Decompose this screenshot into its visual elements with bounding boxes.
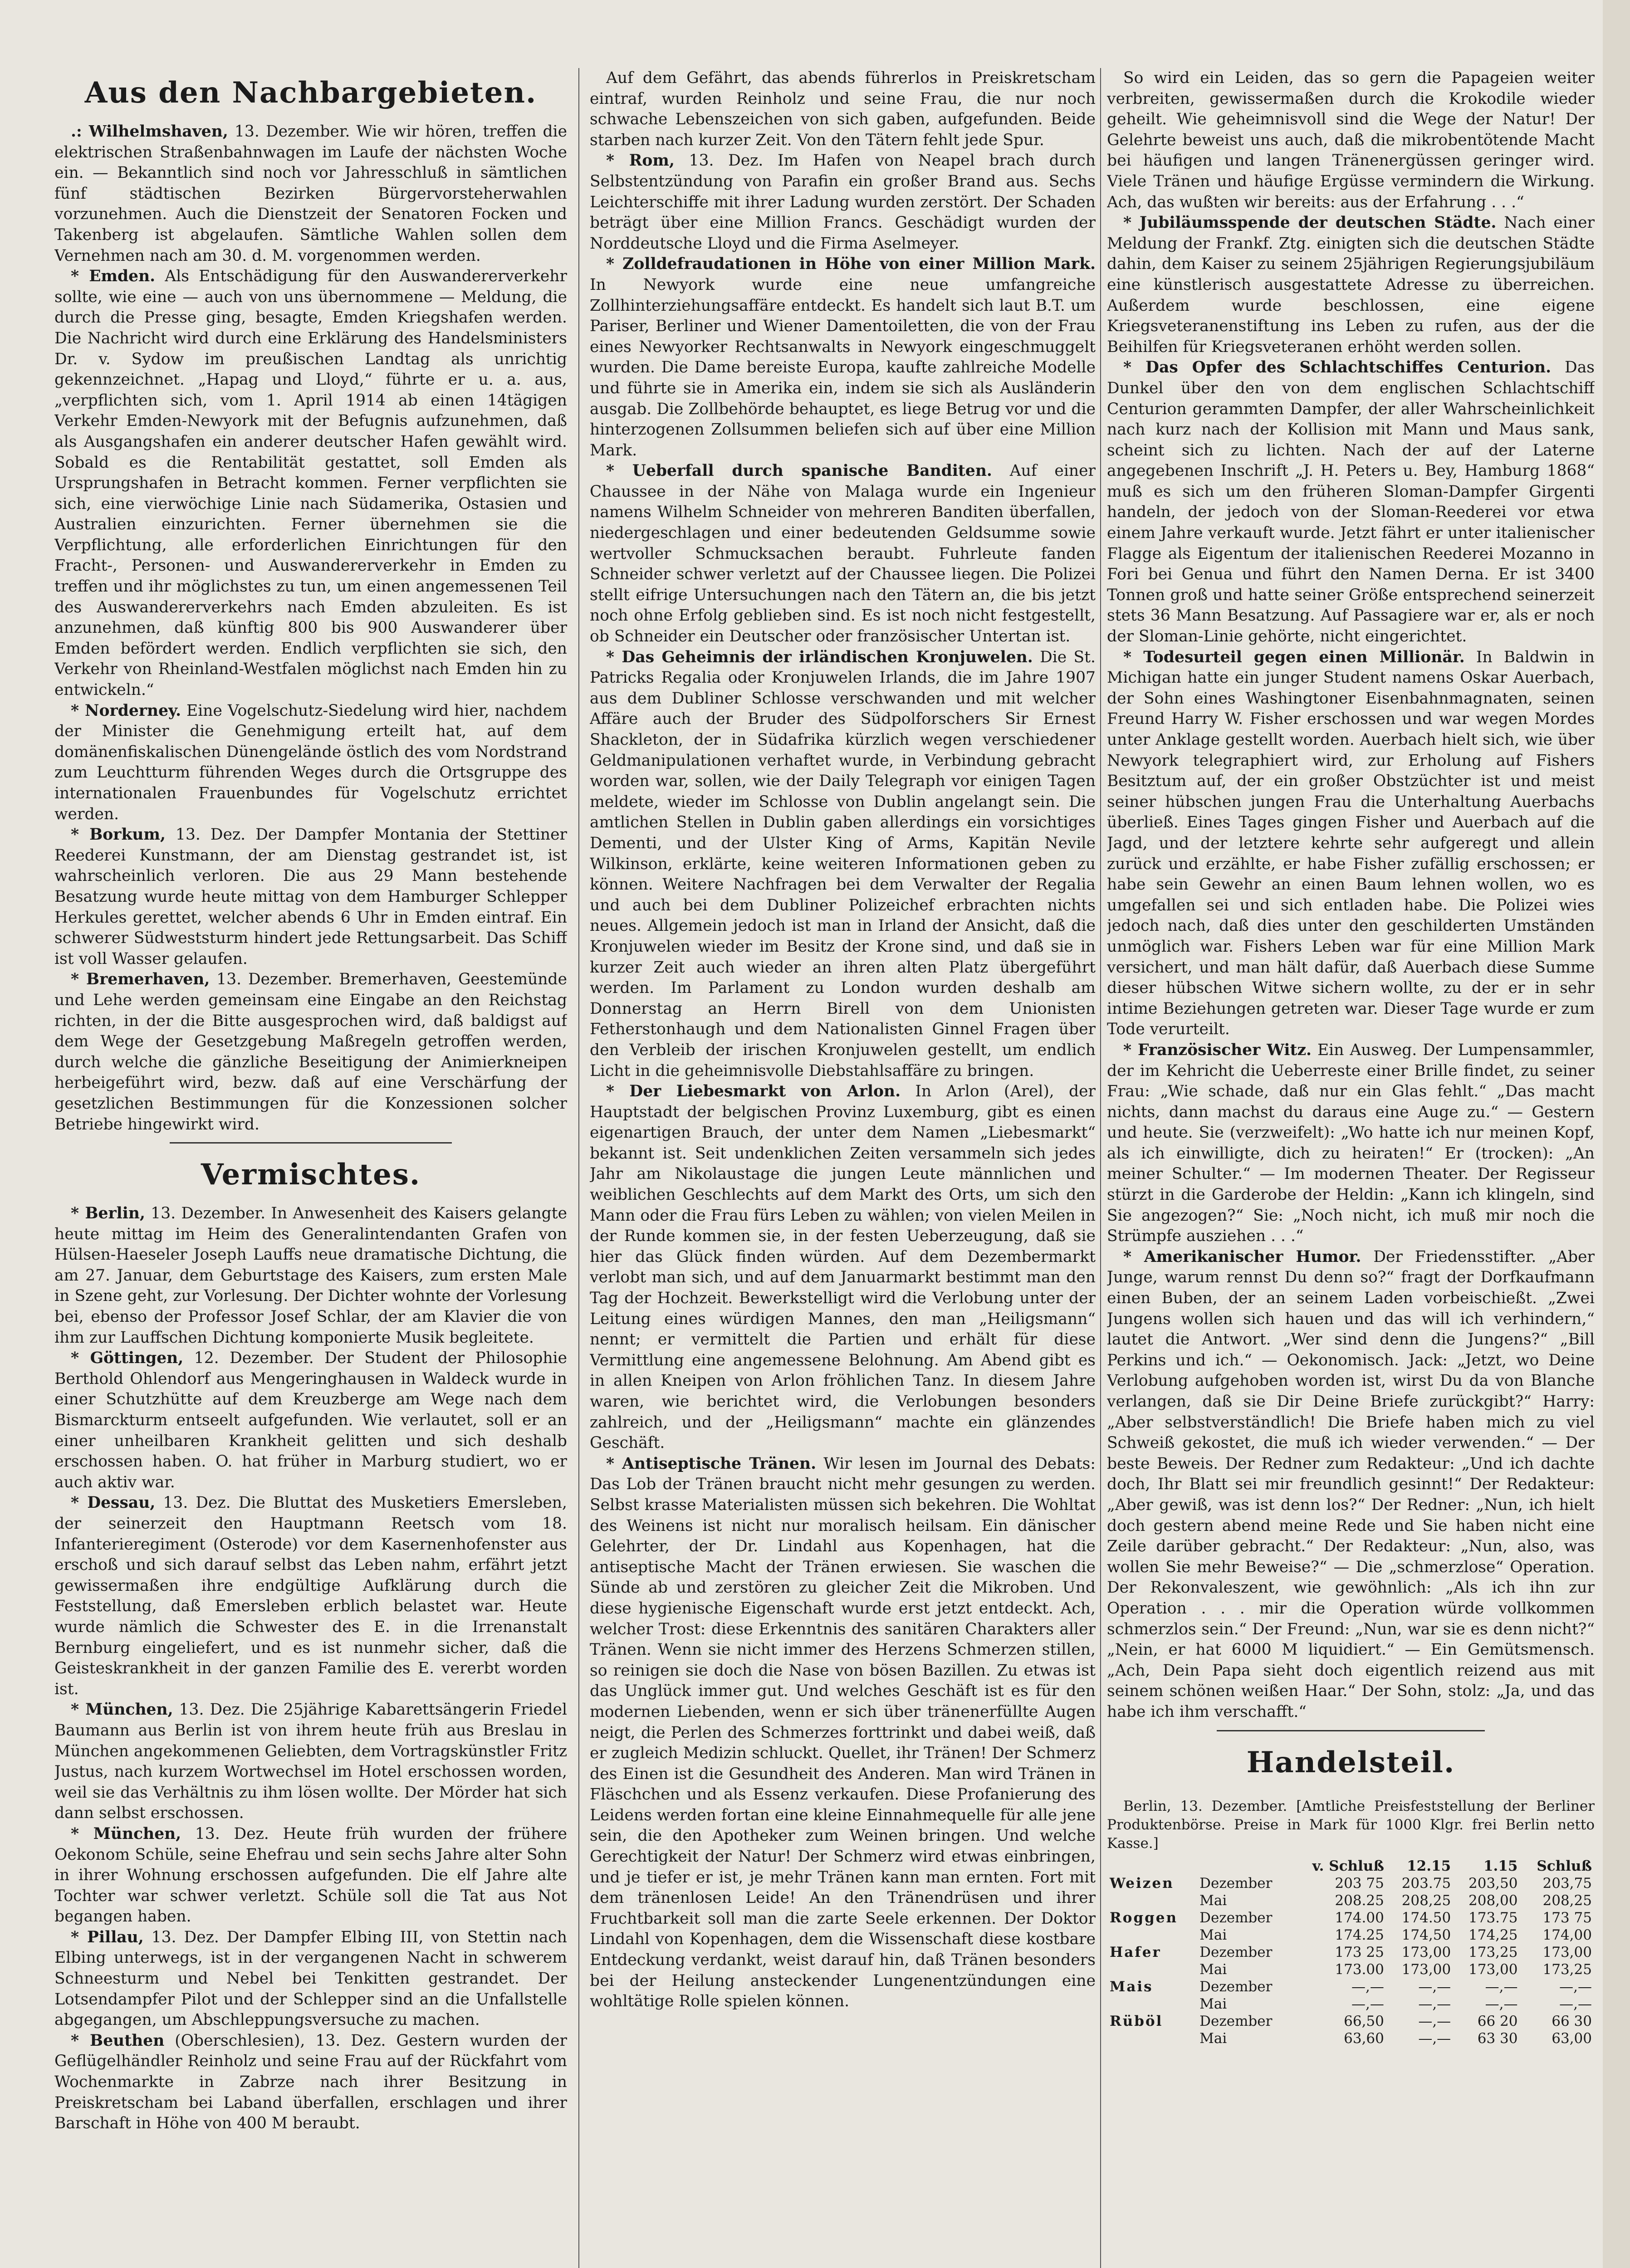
article-lead: * Dessau, <box>71 1494 156 1512</box>
article-text: 13. Dez. Die Bluttat des Musketiers Emersleben, der seinerzeit den Hauptmann Reetsch vom 18. Infanterieregiment (Osterode) vor dem Kasernenhofenster aus erschoß und sich darauf selbst das Leben nahm, erfährt jetzt gewissermaßen ihre endgültige Aufklärung durch die Feststellung, daß Emersleben erblich belastet war. Heute wurde nämlich die Schwester des E. in die Irrenanstalt Bernburg eingeliefert, und es ist nunmehr sicher, daß die Geisteskrankheit in der ganzen Familie des E. vererbt worden ist. <box>54 1494 567 1698</box>
section-heading-nachbargebiete: Aus den Nachbargebieten. <box>84 76 537 110</box>
article-text: Der Friedensstifter. „Aber Junge, warum rennst Du denn so?“ fragt der Dorfkaufmann einen Buben, der an seinem Laden vorbeischießt. „Zwei Jungens wollen sich hauen und das will ich verhindern,“ lautet die Antwort. „Wer sind denn die Jungens?“ „Bill Perkins und ich.“ — Oekonomisch. Jack: „Jetzt, wo Deine Verlobung aufgehoben worden ist, wirst Du da von Blanche verlangen, daß sie Dir Deine Briefe zurückgibt?“ Harry: „Aber selbstverständlich! Die Briefe haben mich zu viel Schweiß gekostet, die muß ich wieder verwenden.“ — Der beste Beweis. Der Redner zum Redakteur: „Und ich dachte doch, Ihr Blatt sei mir freundlich gesinnt!“ Der Redakteur: „Aber gewiß, was ist denn los?“ Der Redner: „Nun, ich hielt doch gestern abend meine Rede und Sie haben nicht eine Zeile darüber gebracht.“ Der Redakteur: „Nun, also, was wollen Sie mehr Beweise?“ — Die „schmerzlose“ Operation. Der Rekonvaleszent, wie gewöhnlich: „Als ich ihn zur Operation . . . mir die Operation würde vollkommen schmerzlos sein.“ Der Freund: „Nun, war sie es denn nicht?“ „Nein, er hat 6000 M liquidiert.“ — Ein Gemütsmensch. „Ach, Dein Papa sieht doch eigentlich reizend aus mit seinem schönen weißen Haar.“ Der Sohn, stolz: „Ja, und das habe ich ihm verschafft.“ <box>1107 1247 1595 1721</box>
article-text: Nach einer Meldung der Frankf. Ztg. einigten sich die deutschen Städte dahin, dem Kaiser zu seinem 25jährigen Regierungsjubiläum eine künstlerisch ausgestattete Adresse zu überreichen. Außerdem wurde beschlossen, eine eigene Kriegsveteranenstiftung ins Leben zu rufen, aus der die Beihilfen für Kriegsveteranen erhöht werden sollen. <box>1107 214 1595 356</box>
article-lead: * Beuthen <box>71 2031 165 2050</box>
article-text: 13. Dez. Die 25jährige Kabarettsängerin Friedel Baumann aus Berlin ist von ihrem heute früh aus Breslau in München angekommenen Geliebten, dem Vortragskünstler Fritz Justus, nach kurzem Wortwechsel im Hotel erschossen worden, weil sie das Verhältnis zu ihm lösen wollte. Der Mörder hat sich dann selbst erschossen. <box>54 1701 567 1823</box>
article-lead: * Pillau, <box>71 1928 144 1946</box>
price-cell: 174,25 <box>1468 1926 1518 1943</box>
article-lead: * Berlin, <box>71 1204 145 1223</box>
article-text: So wird ein Leiden, das so gern die Papageien weiter verbreiten, gewissermaßen durch die Krokodile wieder geheilt. Wie geheimnisvoll sind die Wege der Natur! Der Gelehrte beweist uns auch, daß die mikrobentötende Macht bei häufigen und langen Tränenergüssen geringer wird. Viele Tränen und häufige Ergüsse vermindern die Wirkung. Ach, das wußten wir bereits: aus der Erfahrung . . .“ <box>1107 69 1595 211</box>
price-cell: 173,25 <box>1468 1944 1518 1960</box>
price-column-header: v. Schluß <box>1312 1857 1384 1874</box>
price-cell: 66 20 <box>1477 2013 1518 2029</box>
article-lead: * Rom, <box>606 152 675 170</box>
article-text: Eine Vogelschutz-Siedelung wird hier, nachdem der Minister die Genehmigung erteilt hat, auf dem domänenfiskalischen Dünengelände östlich des vom Nordstrand zum Leuchtturm führenden Weges durch die Ortsgruppe des internationalen Frauenbundes für Vogelschutz errichtet werden. <box>54 701 567 823</box>
article-lead: * Jubiläumsspende der deutschen Städte. <box>1123 214 1497 232</box>
article-paragraph <box>54 1203 567 1348</box>
price-cell: —,— <box>1351 1995 1384 2012</box>
article-list <box>54 1203 567 2134</box>
article-paragraph <box>54 825 567 969</box>
price-cell: —,— <box>1559 1978 1592 1995</box>
market-report <box>1107 1797 1595 2047</box>
delivery-month: Mai <box>1199 1892 1227 1909</box>
article-lead: * Todesurteil gegen einen Millionär. <box>1123 648 1465 666</box>
price-cell: 173 25 <box>1335 1944 1384 1960</box>
article-paragraph <box>54 1927 567 2031</box>
article-lead: * Borkum, <box>71 826 166 844</box>
article-paragraph <box>590 151 1096 254</box>
price-cell: 208,25 <box>1542 1892 1592 1909</box>
article-text: Ein Ausweg. Der Lumpensammler, der im Kehricht die Ueberreste einer Brille findet, zu seiner Frau: „Wie schade, daß nur ein Glas fehlt.“ „Das macht nichts, dann machst du daraus eine Auge zu.“ — Gestern und heute. Sie (verzweifelt): „Wo hatte ich nur meinen Kopf, als ich einwilligte, dich zu heiraten!“ Er (trocken): „An meiner Schulter.“ — Im modernen Theater. Der Regisseur stürzt in die Garderobe der Heldin: „Kann ich klingeln, sind Sie angezogen?“ Sie: „Noch nicht, ich muß mir noch die Strümpfe ausziehen . . .“ <box>1107 1041 1595 1246</box>
section-heading-handelsteil: Handelsteil. <box>1246 1745 1455 1779</box>
article-paragraph <box>54 266 567 700</box>
price-row <box>1107 1995 1595 2013</box>
price-cell: —,— <box>1418 1995 1451 2012</box>
article-paragraph <box>590 1081 1096 1454</box>
article-paragraph <box>1107 647 1595 1040</box>
article-text: Wir lesen im Journal des Debats: Das Lob der Tränen braucht nicht mehr gesungen zu werden. Selbst krasse Materialisten müssen sich bekehren. Die Wohltat des Weinens ist nicht nur moralisch heilsam. Ein dänischer Gelehrter, der Dr. Lindahl aus Kopenhagen, hat die antiseptische Macht der Tränen erwiesen. Sie waschen die Sünde ab und zerstören zu gleicher Zeit die Mikroben. Und diese hygienische Eigenschaft wurde erst jetzt entdeckt. Ach, welcher Trost: diese Erkenntnis des sanitären Charakters aller Tränen. Wenn sie nicht immer des Herzens Schmerzen stillen, so reinigen sie doch die Nase von bösen Bazillen. Zu etwas ist das Unglück immer gut. Und welches Geschäft ist es für den modernen Liebenden, wenn er sich über tränenerfüllte Augen neigt, die Perlen des Schmerzes forttrinkt und dabei weiß, daß er zugleich Medizin schluckt. Quellet, ihr Tränen! Der Schmerz des Einen ist die Gesundheit des Anderen. Man wird Tränen in Fläschchen und als Essenz verkaufen. Diese Profanierung des Leidens werden fortan eine kleine Einnahmequelle für alle jene sein, die den Apotheker zum Weinen bringen. Und welche Gerechtigkeit der Natur! Der Schmerz wird etwas einbringen, und je tiefer er ist, je mehr Tränen kann man ernten. Fort mit dem tränenlosen Leide! An den Tränendrüsen und ihrer Fruchtbarkeit soll man die zarte Seele erkennen. Der Doktor Lindahl von Kopenhagen, dem die Wissenschaft diese kostbare Entdeckung verdankt, weist darauf hin, daß Tränen besonders bei der Heilung ansteckender Lungenentzündungen eine wohltätige Rolle spielen können. <box>590 1454 1096 2011</box>
price-column-header: 12.15 <box>1407 1857 1451 1874</box>
section-divider <box>170 1142 452 1144</box>
article-paragraph <box>1107 68 1595 213</box>
delivery-month: Dezember <box>1199 1875 1273 1892</box>
article-lead: * Der Liebesmarkt von Arlon. <box>606 1082 901 1101</box>
article-lead: * München, <box>71 1701 173 1719</box>
article-lead: * Ueberfall durch spanische Banditen. <box>606 462 992 480</box>
article-text: Auf dem Gefährt, das abends führerlos in Preiskretscham eintraf, wurden Reinholz und seine Frau, die nur noch schwache Lebenszeichen von sich gaben, aufgefunden. Beide starben nach kurzer Zeit. Von den Tätern fehlt jede Spur. <box>590 69 1096 149</box>
article-paragraph <box>54 1493 567 1700</box>
article-lead: * Antiseptische Tränen. <box>606 1454 817 1473</box>
article-lead: * München, <box>71 1824 181 1843</box>
article-text: Die St. Patricks Regalia oder Kronjuwelen Irlands, die im Jahre 1907 aus dem Dubliner Schlosse verschwanden und mit welcher Affäre auch der Bruder des Südpolforschers Sir Ernest Shackleton, der in Südafrika kürzlich wegen verschiedener Geldmanipulationen verhaftet wurde, in Verbindung gebracht worden war, sollen, wie der Daily Telegraph vor einigen Tagen meldete, wieder im Schlosse von Dublin angelangt sein. Die amtlichen Stellen in Dublin gaben allerdings ein vorsichtiges Dementi, und der Ulster King of Arms, Kapitän Nevile Wilkinson, erklärte, keine weiteren Informationen geben zu können. Weitere Nachfragen bei dem Verwalter der Regalia und auch bei dem Dubliner Polizeichef erbrachten nichts neues. Allgemein jedoch ist man in Irland der Ansicht, daß die Kronjuwelen wieder im Besitz der Krone sind, und daß sie in kurzer Zeit auch wieder an ihren alten Platz übergeführt werden. Im Parlament zu London wurden deshalb am Donnerstag an Herrn Birell von dem Unionisten Fetherstonhaugh und dem Nationalisten Ginnel Fragen über den Verbleib der irischen Kronjuwelen gestellt, um endlich Licht in die geheimnisvolle Diebstahlsaffäre zu bringen. <box>590 648 1096 1080</box>
article-text: 13. Dez. Der Dampfer Montania der Stettiner Reederei Kunstmann, der am Dienstag gestrandet ist, ist wahrscheinlich verloren. Die aus 29 Mann bestehende Besatzung wurde heute mittag von dem Hamburger Schlepper Herkules gerettet, welcher abends 6 Uhr in Emden eintraf. Ein schwerer Südweststurm hindert jede Rettungsarbeit. Das Schiff ist voll Wasser gelaufen. <box>54 826 567 968</box>
article-lead: * Französischer Witz. <box>1123 1041 1312 1059</box>
delivery-month: Mai <box>1199 1995 1227 2012</box>
price-cell: —,— <box>1351 1978 1384 1995</box>
delivery-month: Dezember <box>1199 2013 1273 2029</box>
price-cell: 173,00 <box>1401 1961 1451 1978</box>
section-heading-vermischtes: Vermischtes. <box>201 1158 421 1192</box>
commodity-name <box>1107 2030 1197 2047</box>
delivery-month: Dezember <box>1199 1978 1273 1995</box>
price-row <box>1107 1926 1595 1944</box>
price-cell: 66,50 <box>1344 2013 1384 2029</box>
article-paragraph <box>590 647 1096 1081</box>
commodity-name <box>1107 1926 1197 1944</box>
price-cell: 173.00 <box>1335 1961 1384 1978</box>
article-paragraph <box>54 701 567 825</box>
commodity-name: Mais <box>1110 1978 1153 1995</box>
column-rule <box>578 68 579 2268</box>
article-text: 13. Dezember. Bremerhaven, Geestemünde und Lehe werden gemeinsam eine Eingabe an den Reichstag richten, in der die Bitte ausgesprochen wird, daß baldigst auf dem Wege der Gesetzgebung Maßregeln getroffen werden, durch welche die gänzliche Beseitigung der Animierkneipen herbeigeführt wird, bezw. daß auf eine Verschärfung der gesetzlichen Bestimmungen für die Konzessionen solcher Betriebe hingewirkt wird. <box>54 970 567 1134</box>
column-1 <box>54 68 567 2268</box>
price-row <box>1107 1978 1595 1995</box>
price-cell: 174.00 <box>1335 1909 1384 1926</box>
price-row <box>1107 1909 1595 1926</box>
article-paragraph <box>590 1454 1096 2012</box>
price-cell: 173.75 <box>1468 1909 1518 1926</box>
price-table <box>1107 1857 1595 2047</box>
article-paragraph <box>54 1700 567 1824</box>
article-text: 13. Dez. Heute früh wurden der frühere Oekonom Schüle, seine Ehefrau und sein sechs Jahre alter Sohn in ihrer Wohnung erschossen aufgefunden. Die elf Jahre alte Tochter war schwer verletzt. Schüle soll die Tat aus Not begangen haben. <box>54 1824 567 1926</box>
delivery-month: Dezember <box>1199 1909 1273 1926</box>
article-paragraph <box>1107 1040 1595 1247</box>
article-paragraph <box>54 122 567 266</box>
article-paragraph <box>590 254 1096 461</box>
article-lead: * Norderney. <box>71 701 181 720</box>
price-row <box>1107 1961 1595 1978</box>
article-text: In Newyork wurde eine neue umfangreiche Zollhinterziehungsaffäre entdeckt. Es handelt sich laut B.T. um Pariser, Berliner und Wiener Damentoiletten, die von der Frau eines Newyorker Rechtsanwalts in Newyork eingeschmuggelt wurden. Die Dame bereiste Europa, kaufte zahlreiche Modelle und führte sie in Amerika ein, indem sie sich als Ausländerin ausgab. Die Zollbehörde behauptet, es liege Betrug vor und die hinterzogenen Zollsummen beliefen sich auf über eine Million Mark. <box>590 275 1096 459</box>
article-lead: * Bremerhaven, <box>71 970 210 989</box>
price-table-body <box>1107 1875 1595 2047</box>
section-divider <box>1217 1730 1485 1731</box>
article-lead: .: Wilhelmshaven, <box>71 122 228 141</box>
article-paragraph <box>54 2031 567 2134</box>
price-cell: 174.25 <box>1335 1926 1384 1943</box>
article-text: Das Dunkel über den von dem englischen Schlachtschiff Centurion gerammten Dampfer, der aller Wahrscheinlichkeit nach kurz nach der Kollision mit Mann und Maus sank, scheint sich zu lichten. Nach der auf der Laterne angegebenen Inschrift „J. H. Peters u. Bey, Hamburg 1868“ muß es sich um den früheren Sloman-Dampfer Girgenti handeln, der jedoch von der Sloman-Reederei vor etwa einem Jahre verkauft wurde. Jetzt fährt er unter italienischer Flagge als Eigentum der italienischen Reederei Mozanno in Fori bei Genua und führt den Namen Derna. Er ist 3400 Tonnen groß und hatte seiner Größe entsprechend seinerzeit stets 36 Mann Besatzung. Auf Passagiere war er, als er noch der Sloman-Linie gehörte, nicht eingerichtet. <box>1107 358 1595 646</box>
price-cell: —,— <box>1418 2013 1451 2029</box>
article-lead: * Amerikanischer Humor. <box>1123 1247 1361 1266</box>
price-column-header <box>1197 1857 1292 1875</box>
article-paragraph <box>590 68 1096 151</box>
article-text: 13. Dez. Im Hafen von Neapel brach durch Selbstentzündung von Parafin ein großer Brand aus. Sechs Leichterschiffe mit ihrer Ladung wurden zerstört. Der Schaden beträgt über eine Million Francs. Geschädigt wurden der Norddeutsche Lloyd und die Firma Aselmeyer. <box>590 152 1096 253</box>
commodity-name <box>1107 1961 1197 1978</box>
price-row <box>1107 1892 1595 1909</box>
price-cell: 173 75 <box>1542 1909 1592 1926</box>
delivery-month: Mai <box>1199 2030 1227 2047</box>
article-text: In Baldwin in Michigan hatte ein junger Student namens Oskar Auerbach, der Sohn eines Washingtoner Eisenbahnmagnaten, seinen Freund Harry W. Fisher erschossen und war wegen Mordes unter Anklage gestellt worden. Auerbach hielt sich, wie über Newyork telegraphiert wird, zur Erholung auf Fishers Besitztum auf, der ein großer Obstzüchter ist und meist seiner hübschen jungen Frau die Unterhaltung Auerbachs überließ. Eines Tages gingen Fisher und Auerbach auf die Jagd, und der letztere kehrte sehr aufgeregt und allein zurück und erzählte, er habe Fisher zufällig erschossen; er habe sein Gewehr an einen Baum lehnen wollen, wo es umgefallen sei und sich entladen habe. Die Polizei wies jedoch nach, daß dies unter den geschilderten Umständen unmöglich war. Fishers Leben war für eine Million Mark versichert, und man hält dafür, daß Auerbach diese Summe dieser hübschen Witwe sichern wollte, zu der er in sehr intime Beziehungen getreten war. Dieser Tage wurde er zum Tode verurteilt. <box>1107 648 1595 1039</box>
price-row <box>1107 2013 1595 2030</box>
price-cell: 208.25 <box>1335 1892 1384 1909</box>
price-table-header <box>1107 1857 1595 1875</box>
article-paragraph <box>1107 357 1595 647</box>
article-lead: * Emden. <box>71 267 156 286</box>
price-column-header <box>1107 1857 1197 1875</box>
article-lead: * Göttingen, <box>71 1349 184 1368</box>
article-lead: * Das Geheimnis der irländischen Kronjuwelen. <box>606 648 1033 666</box>
column-2 <box>590 68 1096 2268</box>
article-paragraph <box>590 461 1096 647</box>
price-cell: —,— <box>1485 1978 1518 1995</box>
delivery-month: Dezember <box>1199 1944 1273 1960</box>
article-list <box>54 122 567 1135</box>
price-cell: 173,00 <box>1542 1944 1592 1960</box>
commodity-name: Rüböl <box>1110 2013 1163 2029</box>
price-cell: 208,00 <box>1468 1892 1518 1909</box>
commodity-name: Hafer <box>1110 1944 1161 1960</box>
article-list <box>1107 68 1595 1723</box>
price-row <box>1107 2030 1595 2047</box>
price-row <box>1107 1944 1595 1961</box>
price-column-header: Schluß <box>1537 1857 1592 1874</box>
commodity-name <box>1107 1892 1197 1909</box>
price-cell: 173,00 <box>1401 1944 1451 1960</box>
article-paragraph <box>54 969 567 1135</box>
price-cell: 203 75 <box>1335 1875 1384 1892</box>
delivery-month: Mai <box>1199 1961 1227 1978</box>
article-text: 13. Dez. Der Dampfer Elbing III, von Stettin nach Elbing unterwegs, ist in der vergangenen Nacht in schwerem Schneesturm und Nebel bei Tenkitten gestrandet. Der Lotsendampfer Pilot und der Schlepper sind an die Unfallstelle abgegangen, um Abschleppungsversuche zu machen. <box>54 1928 567 2029</box>
article-text: In Arlon (Arel), der Hauptstadt der belgischen Provinz Luxemburg, gibt es einen eigenartigen Brauch, der unter dem Namen „Liebesmarkt“ bekannt ist. Seit undenklichen Zeiten versammeln sich jedes Jahr am Nikolaustage die jungen Leute männlichen und weiblichen Geschlechts auf dem Markt des Orts, um sich den Mann oder die Frau fürs Leben zu wählen; von vielen Meilen in der Runde kommen sie, in der festen Ueberzeugung, daß sie hier das Glück finden würden. Auf dem Dezembermarkt verlobt man sich, und auf dem Januarmarkt bestimmt man den Tag der Hochzeit. Bewerkstelligt wird die Verlobung unter der Leitung eines würdigen Mannes, den man „Heiligsmann“ nennt; er vermittelt die Partien und erhält für diese Vermittlung eine angemessene Belohnung. Am Abend gibt es in allen Kneipen von Arlon fröhlichen Tanz. In diesem Jahre waren, wie berichtet wird, die Verlobungen besonders zahlreich, und der „Heiligsmann“ machte ein glänzendes Geschäft. <box>590 1082 1096 1452</box>
price-cell: 63 30 <box>1477 2030 1518 2047</box>
price-cell: —,— <box>1418 1978 1451 1995</box>
price-cell: 173,25 <box>1542 1961 1592 1978</box>
price-row <box>1107 1875 1595 1892</box>
article-lead: * Zolldefraudationen in Höhe von einer Million Mark. <box>606 255 1096 274</box>
commodity-name: Weizen <box>1110 1875 1174 1892</box>
commodity-name <box>1107 1995 1197 2013</box>
price-cell: 203,75 <box>1542 1875 1592 1892</box>
page-edge <box>1603 0 1630 2268</box>
price-cell: 66 30 <box>1552 2013 1592 2029</box>
price-cell: 173,00 <box>1468 1961 1518 1978</box>
commodity-name: Roggen <box>1110 1909 1178 1926</box>
article-paragraph <box>1107 213 1595 357</box>
article-text: (Oberschlesien), 13. Dez. Gestern wurden der Geflügelhändler Reinholz und seine Frau auf der Rückfahrt vom Wochenmarkte in Zabrze nach ihrer Besitzung in Preiskretscham bei Laband überfallen, erschlagen und ihrer Barschaft in Höhe von 400 M beraubt. <box>54 2031 567 2133</box>
article-paragraph <box>54 1824 567 1927</box>
price-cell: 174.50 <box>1401 1909 1451 1926</box>
price-cell: 203,50 <box>1468 1875 1518 1892</box>
price-cell: 174,00 <box>1542 1926 1592 1943</box>
article-text: 13. Dezember. In Anwesenheit des Kaisers gelangte heute mittag im Heim des Generalintendanten Grafen von Hülsen-Haeseler Joseph Lauffs neue dramatische Dichtung, die am 27. Januar, dem Geburtstage des Kaisers, zum ersten Male in Szene geht, zur Vorlesung. Der Dichter wohnte der Vorlesung bei, ebenso der Professor Josef Schlar, der am Klavier die von ihm zur Lauffschen Dichtung komponierte Musik begleitete. <box>54 1204 567 1347</box>
price-cell: 63,00 <box>1552 2030 1592 2047</box>
article-text: Auf einer Chaussee in der Nähe von Malaga wurde ein Ingenieur namens Wilhelm Schneider von mehreren Banditen überfallen, niedergeschlagen und einer bedeutenden Geldsumme sowie wertvoller Schmucksachen beraubt. Fuhrleute fanden Schneider schwer verletzt auf der Chaussee liegen. Die Polizei stellt eifrige Untersuchungen nach den Tätern an, die bis jetzt noch ohne Erfolg geblieben sind. Es ist noch nicht festgestellt, ob Schneider ein Deutscher oder französischer Untertan ist. <box>590 462 1096 646</box>
article-text: 12. Dezember. Der Student der Philosophie Berthold Ohlendorf aus Mengeringhausen in Waldeck wurde in einer Schutzhütte auf dem Kreuzberge am Wege nach dem Bismarckturm entseelt aufgefunden. Wie verlautet, soll er an einer unheilbaren Krankheit gelitten und sich deshalb erschossen haben. O. hat früher in Marburg studiert, wo er auch aktiv war. <box>54 1349 567 1491</box>
column-rule <box>1100 68 1101 2268</box>
column-3 <box>1107 68 1595 2268</box>
article-text: Als Entschädigung für den Auswandererverkehr sollte, wie eine — auch von uns übernommene — Meldung, die durch die Presse ging, besagte, Emden Kriegshafen werden. Die Nachricht wird durch eine Erklärung des Handelsministers Dr. v. Sydow im preußischen Landtag als unrichtig gekennzeichnet. „Hapag und Lloyd,“ führte er u. a. aus, „verpflichten sich, vom 1. April 1914 ab einen 14tägigen Verkehr Emden-Newyork mit der Befugnis aufzunehmen, daß als Ausgangshafen ein anderer deutscher Hafen gewählt wird. Sobald es die Rentabilität gestattet, soll Emden als Ursprungshafen in Betracht kommen. Ferner verpflichten sie sich, eine vierwöchige Linie nach Südamerika, Ostasien und Australien einzurichten. Ferner übernehmen sie die Verpflichtung, alle erforderlichen Einrichtungen für den Fracht-, Personen- und Auswandererverkehr in Emden zu treffen und ihr möglichstes zu tun, um einen angemessenen Teil des Auswandererverkehrs nach Emden abzuleiten. Es ist anzunehmen, daß künftig 800 bis 900 Auswanderer über Emden befördert werden. Endlich verpflichten sie sich, den Verkehr von Rheinland-Westfalen möglichst nach Emden hin zu entwickeln.“ <box>54 267 567 699</box>
price-cell: —,— <box>1418 2030 1451 2047</box>
price-column-header: 1.15 <box>1483 1857 1518 1874</box>
article-list <box>590 68 1096 2012</box>
price-cell: 208,25 <box>1401 1892 1451 1909</box>
delivery-month: Mai <box>1199 1926 1227 1943</box>
price-cell: —,— <box>1485 1995 1518 2012</box>
price-cell: —,— <box>1559 1995 1592 2012</box>
price-cell: 174,50 <box>1401 1926 1451 1943</box>
article-paragraph <box>1107 1247 1595 1723</box>
article-lead: * Das Opfer des Schlachtschiffes Centurion. <box>1123 358 1552 377</box>
article-paragraph <box>54 1348 567 1493</box>
article-text: 13. Dezember. Wie wir hören, treffen die elektrischen Straßenbahnwagen im Laufe der nächsten Woche ein. — Bekanntlich sind noch vor Jahresschluß in sämtlichen fünf städtischen Bezirken Bürgervorsteherwahlen vorzunehmen. Auch die Dienstzeit der Senatoren Focken und Takenberg ist abgelaufen. Sämtliche Wahlen sollen dem Vernehmen nach am 30. d. M. vorgenommen werden. <box>54 122 567 265</box>
price-cell: 203.75 <box>1401 1875 1451 1892</box>
market-intro: Berlin, 13. Dezember. [Amtliche Preisfeststellung der Berliner Produktenbörse. Preise in Mark für 1000 Klgr. frei Berlin netto Kasse.] <box>1107 1798 1595 1852</box>
price-cell: 63,60 <box>1344 2030 1384 2047</box>
